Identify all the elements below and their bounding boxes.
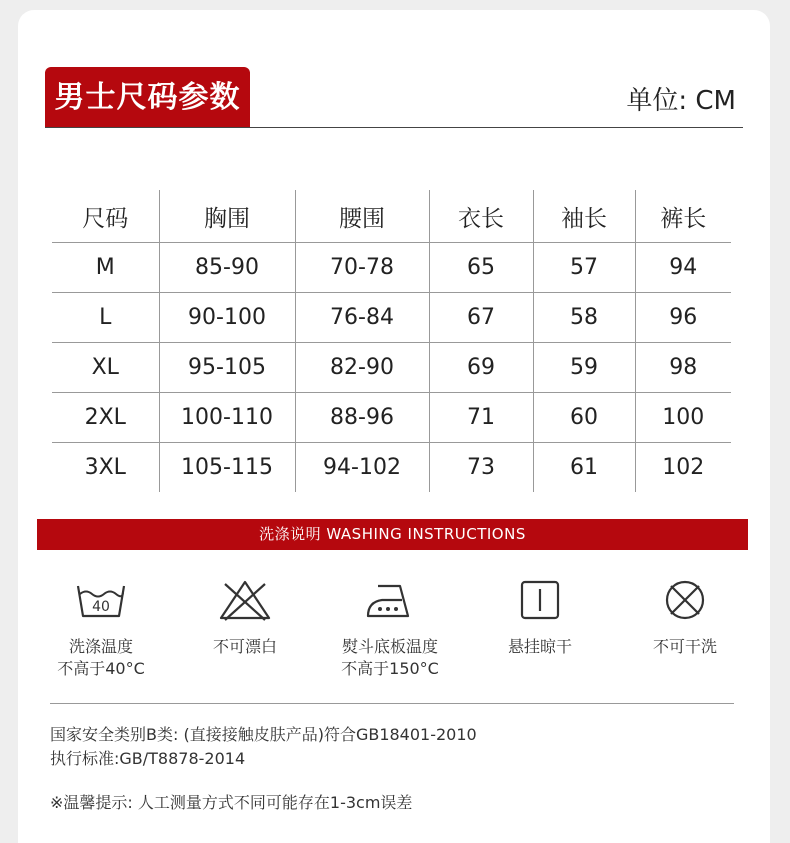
column-header: 胸围 [159,190,295,243]
table-cell: 60 [533,393,635,443]
table-cell: XL [52,343,159,393]
column-header: 尺码 [52,190,159,243]
table-cell: 105-115 [159,443,295,493]
table-cell: 90-100 [159,293,295,343]
table-cell: 82-90 [295,343,429,393]
table-cell: 3XL [84,455,126,480]
table-cell: 59 [533,343,635,393]
notes-divider [50,703,734,704]
table-row [52,243,731,293]
column-header: 衣长 [429,190,533,243]
wash-item-iron [320,578,460,680]
table-cell: 67 [429,293,533,343]
table-cell: 76-84 [295,293,429,343]
washing-instructions-bar: 洗涤说明 WASHING INSTRUCTIONS [37,519,748,550]
table-row [52,393,731,443]
wash-item-label: 不可漂白 [212,637,277,656]
table-cell: 98 [635,343,731,393]
table-cell: L [52,293,159,343]
table-cell: 94 [635,243,731,293]
size-chart-title: 男士尺码参数 [45,67,250,127]
iron-low-icon [364,578,416,622]
column-header: 腰围 [295,190,429,243]
table-cell: M [52,243,159,293]
table-cell: 95-105 [159,343,295,393]
execution-standard-note: 执行标准:GB/T8878-2014 [50,749,246,768]
measurement-tip: ※温馨提示: 人工测量方式不同可能存在1-3cm误差 [50,793,413,812]
table-cell: 65 [429,243,533,293]
wash-item-temperature [31,578,171,680]
table-cell: 73 [429,443,533,493]
table-cell: 61 [533,443,635,493]
wash-item-label: 熨斗底板温度 不高于150°C [341,637,439,678]
table-cell: 88-96 [295,393,429,443]
table-cell: 100 [635,393,731,443]
wash-item-label: 悬挂晾干 [507,637,572,656]
size-table [52,190,731,492]
table-cell: 85-90 [159,243,295,293]
safety-standard-note: 国家安全类别B类: (直接接触皮肤产品)符合GB18401-2010 [50,725,477,744]
table-row [52,343,731,393]
no-bleach-icon [217,578,273,622]
table-cell: 94-102 [295,443,429,493]
no-dry-clean-icon [659,578,711,622]
wash-item-label: 洗涤温度 不高于40°C [57,637,145,678]
title-divider [45,127,743,128]
table-cell: 71 [429,393,533,443]
table-row [52,443,731,493]
table-cell: 57 [533,243,635,293]
size-table-header [52,190,731,243]
table-cell: 70-78 [295,243,429,293]
hang-dry-icon [514,578,566,622]
column-header: 裤长 [635,190,731,243]
wash-item-dry-clean [615,578,755,658]
table-cell: 100-110 [159,393,295,443]
table-row [52,293,731,343]
table-cell: 96 [635,293,731,343]
wash-item-bleach [175,578,315,658]
table-cell: 58 [533,293,635,343]
table-cell: 102 [635,443,731,493]
column-header: 袖长 [533,190,635,243]
svg-text:40: 40 [92,599,110,615]
table-cell: 2XL [52,393,159,443]
wash-item-hang [470,578,610,658]
wash-40-icon [75,578,127,622]
table-cell: 69 [429,343,533,393]
wash-item-label: 不可干洗 [652,637,717,656]
unit-label: 单位: CM [626,86,736,116]
